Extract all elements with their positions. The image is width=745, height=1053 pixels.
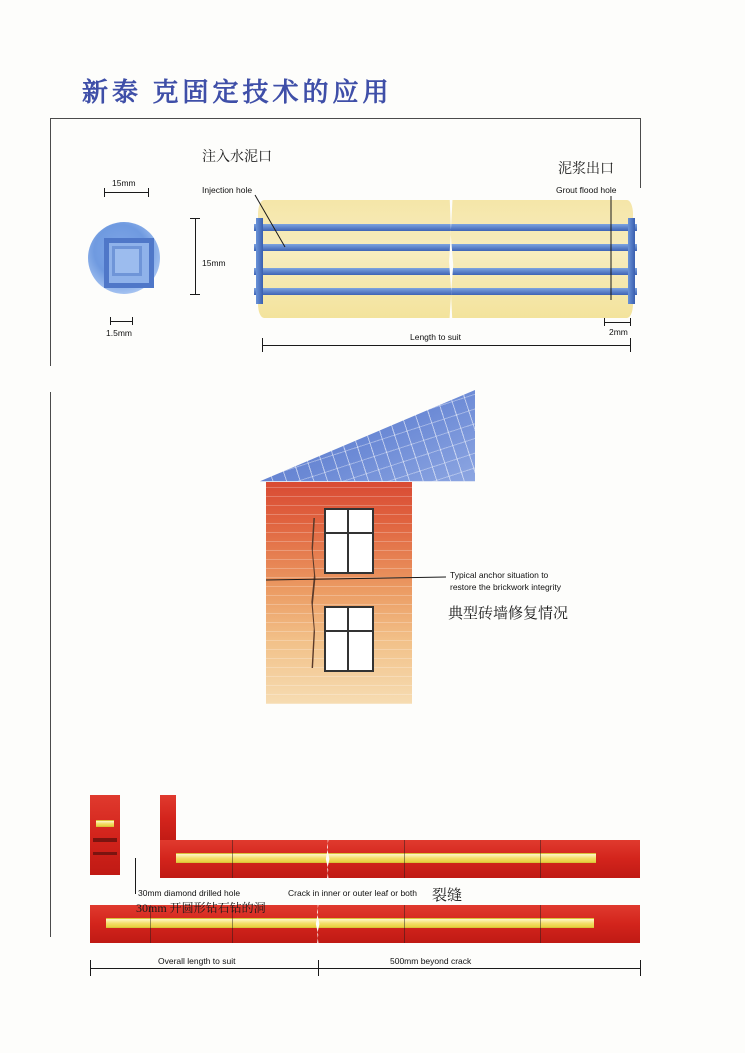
plan-rod-lower (106, 918, 594, 928)
dim-end-tick-left (604, 318, 605, 326)
dim-width-tick-left (104, 188, 105, 197)
dim-thickness-tick-right (132, 317, 133, 325)
plan-beyond-crack-label: 500mm beyond crack (390, 956, 472, 966)
grout-hole-leader (556, 192, 646, 312)
grout-hole-label-cn: 泥浆出口 (558, 162, 614, 177)
anchor-cross-section-inner-square (112, 246, 142, 276)
length-dim-tick-right (630, 338, 631, 352)
plan-crack-label-en: Crack in inner or outer leaf or both (288, 888, 417, 898)
plan-dim-tick-left (90, 960, 91, 976)
plan-joint-lower-3 (404, 905, 405, 943)
frame-left-rule-lower (50, 392, 51, 937)
plan-overall-length-label: Overall length to suit (158, 956, 236, 966)
injection-hole-label-en: Injection hole (202, 185, 253, 195)
plan-hole-label-en: 30mm diamond drilled hole (138, 888, 241, 898)
house-callout-cn: 典型砖墙修复情况 (448, 606, 569, 622)
plan-crack-label-cn: 裂缝 (432, 888, 463, 904)
plan-dim-line (90, 968, 640, 969)
plan-dim-tick-right (640, 960, 641, 976)
plan-joint-upper-3 (540, 840, 541, 878)
plan-drilled-hole-upper (93, 838, 117, 842)
plan-return-brick-upper (90, 795, 120, 875)
plan-joint-lower-4 (540, 905, 541, 943)
injection-hole-leader (195, 185, 315, 260)
plan-joint-upper-1 (232, 840, 233, 878)
dim-width-label: 15mm (112, 178, 136, 188)
frame-right-rule (640, 118, 641, 188)
length-to-suit-label: Length to suit (410, 332, 462, 342)
plan-rod-return-upper (96, 820, 114, 827)
dim-height-tick-bottom (190, 294, 200, 295)
dim-end-line (604, 322, 630, 323)
plan-joint-upper-2 (404, 840, 405, 878)
dim-thickness-label: 1.5mm (106, 328, 132, 338)
house-callout-line1: Typical anchor situation to (450, 570, 549, 580)
dim-end-label: 2mm (609, 327, 628, 337)
house-roof-tiles (260, 390, 475, 485)
length-dim-line (262, 345, 630, 346)
dim-end-tick-right (630, 318, 631, 326)
frame-top-rule (50, 118, 640, 119)
frame-left-rule-upper (50, 118, 51, 366)
house-window-lower (324, 606, 374, 672)
house-callout-leader (266, 570, 456, 586)
page-title: 新泰 克固定技术的应用 (82, 78, 393, 107)
plan-wall-stub-upper (160, 795, 176, 843)
dim-width-tick-right (148, 188, 149, 197)
dim-height-label: 15mm (202, 258, 226, 268)
plan-dim-tick-mid (318, 960, 319, 976)
plan-hole-leader (135, 858, 136, 894)
dim-thickness-line (110, 321, 132, 322)
length-dim-tick-left (262, 338, 263, 352)
plan-rod-upper (176, 853, 596, 863)
house-window-upper (324, 508, 374, 574)
plan-hole-label-cn: 30mm 开圆形钻石钻的洞 (136, 901, 266, 915)
injection-hole-label-cn: 注入水泥口 (202, 150, 272, 165)
dim-thickness-tick-left (110, 317, 111, 325)
house-callout-line2: restore the brickwork integrity (450, 582, 562, 592)
dim-width-line (104, 192, 148, 193)
grout-hole-label-en: Grout flood hole (556, 185, 617, 195)
plan-drilled-hole-upper-2 (93, 852, 117, 855)
